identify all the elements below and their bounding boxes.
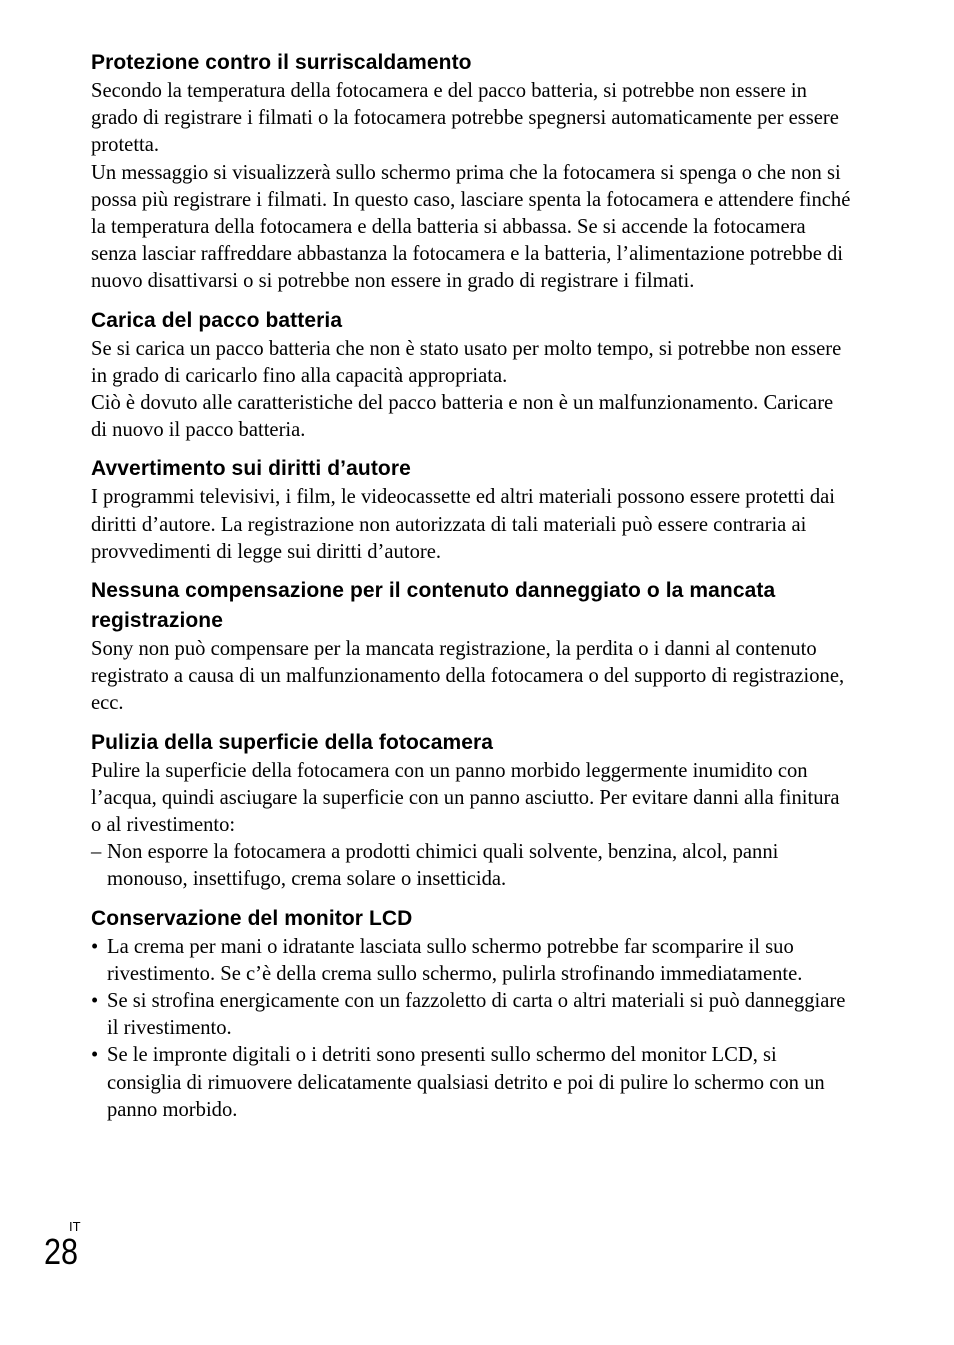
paragraph: I programmi televisivi, i film, le videocassette ed altri materiali possono essere protetti dai diritti d’autore. La registrazione non autorizzata di tali materiali può essere contraria ai provvedimenti di legge sui diritti d’autore. [91,486,836,563]
bullet-marker: • [91,935,99,958]
paragraph: Pulire la superficie della fotocamera con un panno morbido leggermente inumidito con l’acqua, quindi asciugare la superficie con un panno asciutto. Per evitare danni alla finitura o al rivestimento: [91,759,840,837]
page-number: 28 [44,1231,79,1272]
list-item-text: Se si strofina energicamente con un fazzoletto di carta o altri materiali si può danneggiare il rivestimento. [107,990,846,1040]
section-battery-charge [91,306,851,445]
section-heading: Avvertimento sui diritti d’autore [91,457,411,481]
paragraph: Secondo la temperatura della fotocamera e del pacco batteria, si potrebbe non essere in grado di registrare i filmati o la fotocamera potrebbe spegnersi automaticamente per essere protetta. [91,80,839,157]
list-item-text: Se le impronte digitali o i detriti sono presenti sullo schermo del monitor LCD, si consiglia di rimuovere delicatamente qualsiasi detrito e poi di pulire lo schermo con un panno morbido. [107,1044,825,1121]
list-item-text: Non esporre la fotocamera a prodotti chimici quali solvente, benzina, alcol, panni monouso, insettifugo, crema solare o insetticida. [107,841,779,891]
bullet-list-item [91,1042,851,1124]
paragraph: Ciò è dovuto alle caratteristiche del pacco batteria e non è un malfunzionamento. Caricare di nuovo il pacco batteria. [91,392,834,442]
paragraph: Sony non può compensare per la mancata registrazione, la perdita o i danni al contenuto registrato a causa di un malfunzionamento della fotocamera o del supporto di registrazione, ecc. [91,638,845,715]
section-no-compensation [91,576,851,718]
section-lcd-care [91,904,851,1124]
list-item-text: La crema per mani o idratante lasciata sullo schermo potrebbe far scomparire il suo rivestimento. Se c’è della crema sullo schermo, pulirla strofinando immediatamente. [107,935,803,985]
section-overheating [91,48,851,296]
section-heading: Pulizia della superficie della fotocamera [91,730,494,754]
section-heading: Protezione contro il surriscaldamento [91,51,472,74]
section-heading: Carica del pacco batteria [91,308,343,332]
bullet-marker: • [91,990,99,1013]
paragraph: Un messaggio si visualizzerà sullo schermo prima che la fotocamera si spenga o che non si possa più registrare i filmati. In questo caso, lasciare spenta la fotocamera e attendere finché la temperatura della fotocamera e della batteria si abbassa. Se si accende la fotocamera senza lasciar raffreddare abbastanza la fotocamera e la batteria, l’alimentazione potrebbe di nuovo disattivarsi o si potrebbe non essere in grado di registrare i filmati. [91,161,851,293]
language-code: IT [69,1219,81,1234]
section-heading: Nessuna compensazione per il contenuto danneggiato o la mancata registrazione [91,579,776,633]
section-copyright [91,454,851,566]
document-body [91,48,851,1134]
dash-list-item [91,839,851,893]
bullet-list-item [91,988,851,1042]
dash-marker: – [91,841,102,864]
bullet-marker: • [91,1044,99,1067]
section-camera-cleaning [91,728,851,894]
paragraph: Se si carica un pacco batteria che non è stato usato per molto tempo, si potrebbe non essere in grado di caricarlo fino alla capacità appropriata. [91,337,842,387]
bullet-list-item [91,934,851,988]
section-heading: Conservazione del monitor LCD [91,906,413,930]
